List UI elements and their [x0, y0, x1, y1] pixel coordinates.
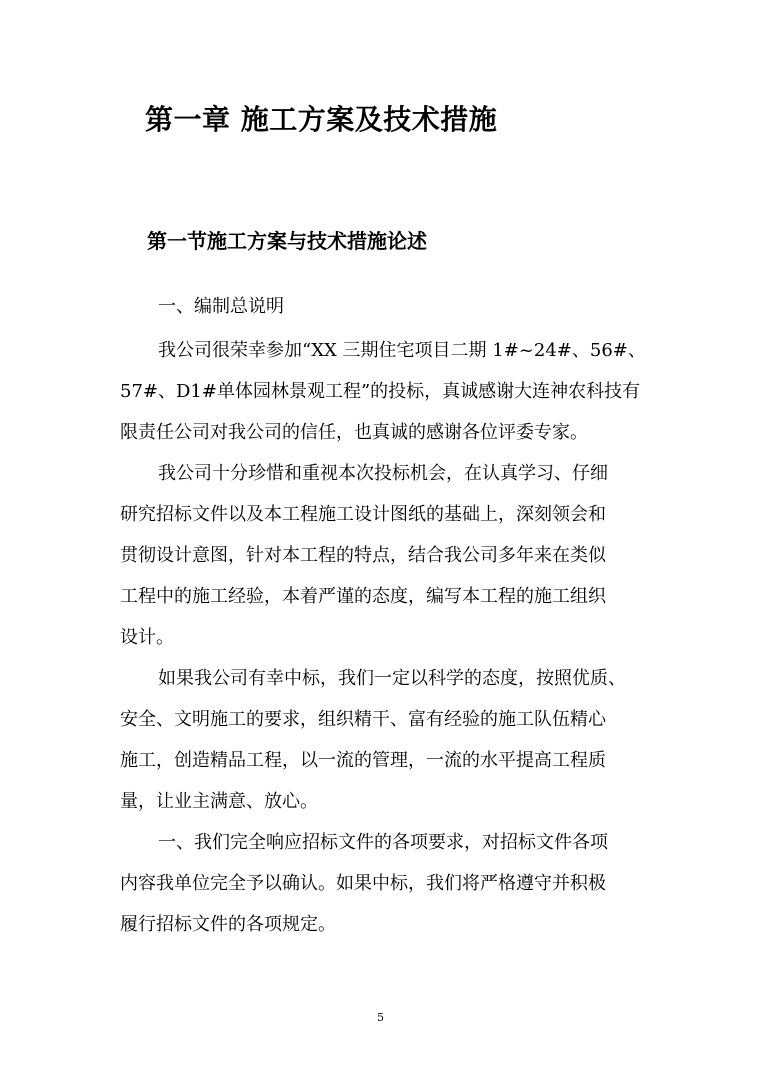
paragraph-line: 安全、文明施工的要求，组织精干、富有经验的施工队伍精心 — [120, 709, 606, 730]
paragraph-line: 一、我们完全响应招标文件的各项要求，对招标文件各项 — [158, 832, 608, 853]
paragraph-line: 设计。 — [120, 627, 174, 648]
paragraph-line: 履行招标文件的各项规定。 — [120, 914, 336, 935]
paragraph-line: 贯彻设计意图，针对本工程的特点，结合我公司多年来在类似 — [120, 545, 606, 566]
chapter-title: 第一章 施工方案及技术措施 — [145, 103, 498, 136]
page-number: 5 — [377, 1011, 384, 1024]
paragraph-line: 我公司十分珍惜和重视本次投标机会，在认真学习、仔细 — [158, 463, 608, 484]
paragraph-line: 57#、D1#单体园林景观工程”的投标，真诚感谢大连神农科技有 — [120, 381, 641, 402]
paragraph-line: 内容我单位完全予以确认。如果中标，我们将严格遵守并积极 — [120, 873, 606, 894]
paragraph-line: 我公司很荣幸参加“XX 三期住宅项目二期 1#~24#、56#、 — [158, 340, 646, 361]
paragraph-line: 限责任公司对我公司的信任，也真诚的感谢各位评委专家。 — [120, 422, 588, 443]
subheading: 一、编制总说明 — [158, 296, 284, 317]
section-title: 第一节施工方案与技术措施论述 — [147, 229, 427, 253]
paragraph-line: 如果我公司有幸中标，我们一定以科学的态度，按照优质、 — [158, 668, 626, 689]
paragraph-line: 量，让业主满意、放心。 — [120, 791, 318, 812]
paragraph-line: 工程中的施工经验，本着严谨的态度，编写本工程的施工组织 — [120, 586, 606, 607]
paragraph-line: 施工，创造精品工程，以一流的管理，一流的水平提高工程质 — [120, 750, 606, 771]
paragraph-line: 研究招标文件以及本工程施工设计图纸的基础上，深刻领会和 — [120, 504, 606, 525]
